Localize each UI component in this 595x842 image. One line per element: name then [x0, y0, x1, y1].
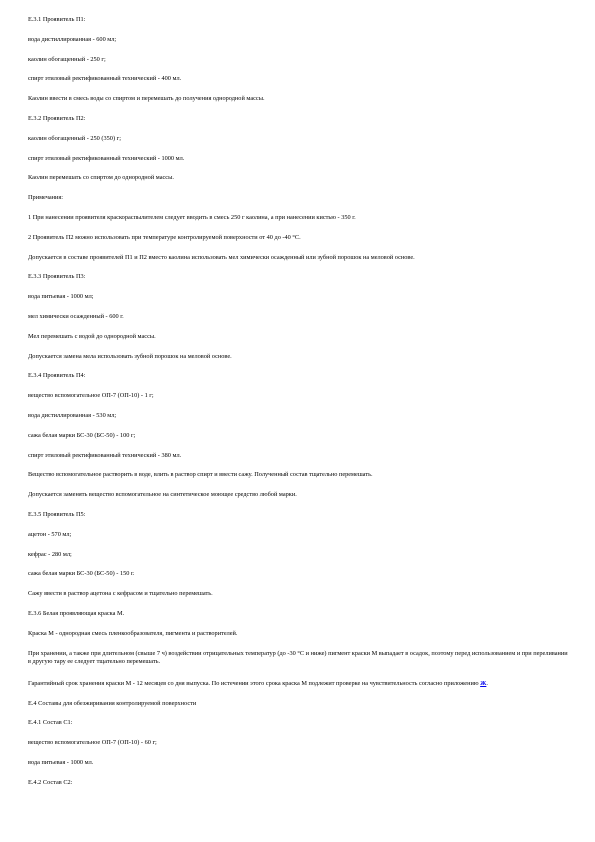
paragraph: спирт этиловый ректификованный технический - 380 мл. — [28, 451, 182, 459]
appendix-link[interactable]: Ж — [480, 679, 487, 687]
paragraph: Сажу ввести в раствор ацетона с кефрасом и тщательно перемешать. — [28, 590, 213, 598]
paragraph: вещество вспомогательное ОП-7 (ОП-10) - 1 г; — [28, 392, 154, 400]
paragraph: Примечания: — [28, 194, 64, 202]
paragraph: Вещество вспомогательное растворить в воде, влить в раствор спирт и ввести сажу. Полученный состав тщательно перемешать. — [28, 471, 373, 479]
paragraph: Е.3.3 Проявитель П3: — [28, 273, 86, 281]
paragraph: каолин обогащенный - 250 (350) г; — [28, 134, 121, 142]
document-page — [28, 16, 568, 799]
paragraph: Допускается заменять вещество вспомогательное на синтетическое моющее средство любой марки. — [28, 491, 297, 499]
paragraph: 2 Проявитель П2 можно использовать при температуре контролируемой поверхности от 40 до -40 °С. — [28, 233, 301, 241]
paragraph: Е.3.1 Проявитель П1: — [28, 16, 86, 23]
paragraph: спирт этиловый ректификованный технический - 1000 мл. — [28, 154, 185, 162]
paragraph: вода питьевая - 1000 мл. — [28, 759, 94, 766]
paragraph: Краска М - однородная смесь пленкообразователя, пигмента и растворителей. — [28, 629, 238, 637]
paragraph-text: При хранении, а также при длительном (свыше 7 ч) воздействии отрицательных температур (до -30 °С и ниже) пигмент краски М выпадает в осадок, поэтому перед использованием и при переливании в другую тару ее следует тщательно перемешать. — [28, 649, 568, 665]
paragraph: Допускается замена мела использовать зубной порошок на меловой основе. — [28, 352, 232, 360]
paragraph: Е.3.4 Проявитель П4: — [28, 372, 86, 380]
paragraph: Е.4.2 Состав С2: — [28, 778, 73, 786]
paragraph: Каолин ввести в смесь воды со спиртом и перемешать до получения однородной массы. — [28, 95, 265, 103]
paragraph: Е.4.1 Состав С1: — [28, 719, 73, 727]
paragraph: вещество вспомогательное ОП-7 (ОП-10) - 60 г; — [28, 739, 157, 747]
paragraph: сажа белая марки БС-30 (БС-50) - 100 г; — [28, 431, 136, 439]
paragraph: мел химически осажденный - 600 г. — [28, 312, 124, 320]
paragraph: Е.4 Составы для обезжиривания контролируемой поверхности — [28, 699, 197, 707]
paragraph — [28, 680, 568, 688]
paragraph: Е.3.5 Проявитель П5: — [28, 510, 86, 518]
paragraph: Каолин перемешать со спиртом до однородной массы. — [28, 174, 174, 182]
paragraph: 1 При нанесении проявителя краскораспылителем следует вводить в смесь 250 г каолина, а при нанесении кистью - 350 г. — [28, 213, 356, 221]
paragraph: сажа белая марки БС-30 (БС-50) - 150 г. — [28, 570, 135, 578]
paragraph — [28, 650, 568, 667]
paragraph: Допускается в составе проявителей П1 и П2 вместо каолина использовать мел химически осажденный или зубной порошок на меловой основе. — [28, 253, 415, 261]
paragraph: ацетон - 570 мл; — [28, 530, 72, 538]
paragraph: вода дистиллированная - 600 мл; — [28, 35, 117, 43]
paragraph: вода дистиллированная - 530 мл; — [28, 411, 117, 419]
paragraph: каолин обогащенный - 250 г; — [28, 55, 106, 63]
paragraph: Е.3.6 Белая проявляющая краска М. — [28, 609, 125, 617]
paragraph: кефрас - 280 мл; — [28, 550, 72, 558]
paragraph: спирт этиловый ректификованный технический - 400 мл. — [28, 75, 182, 83]
paragraph: Е.3.2 Проявитель П2: — [28, 114, 86, 122]
paragraph-text: Гарантийный срок хранения краски М - 12 месяцев со дня выпуска. По истечении этого срока краска М подлежит проверке на чувствительность согласно приложению — [28, 679, 481, 687]
paragraph-tail: . — [486, 679, 488, 687]
paragraph: вода питьевая - 1000 мл; — [28, 293, 94, 301]
paragraph: Мел перемешать с водой до однородной массы. — [28, 332, 156, 340]
